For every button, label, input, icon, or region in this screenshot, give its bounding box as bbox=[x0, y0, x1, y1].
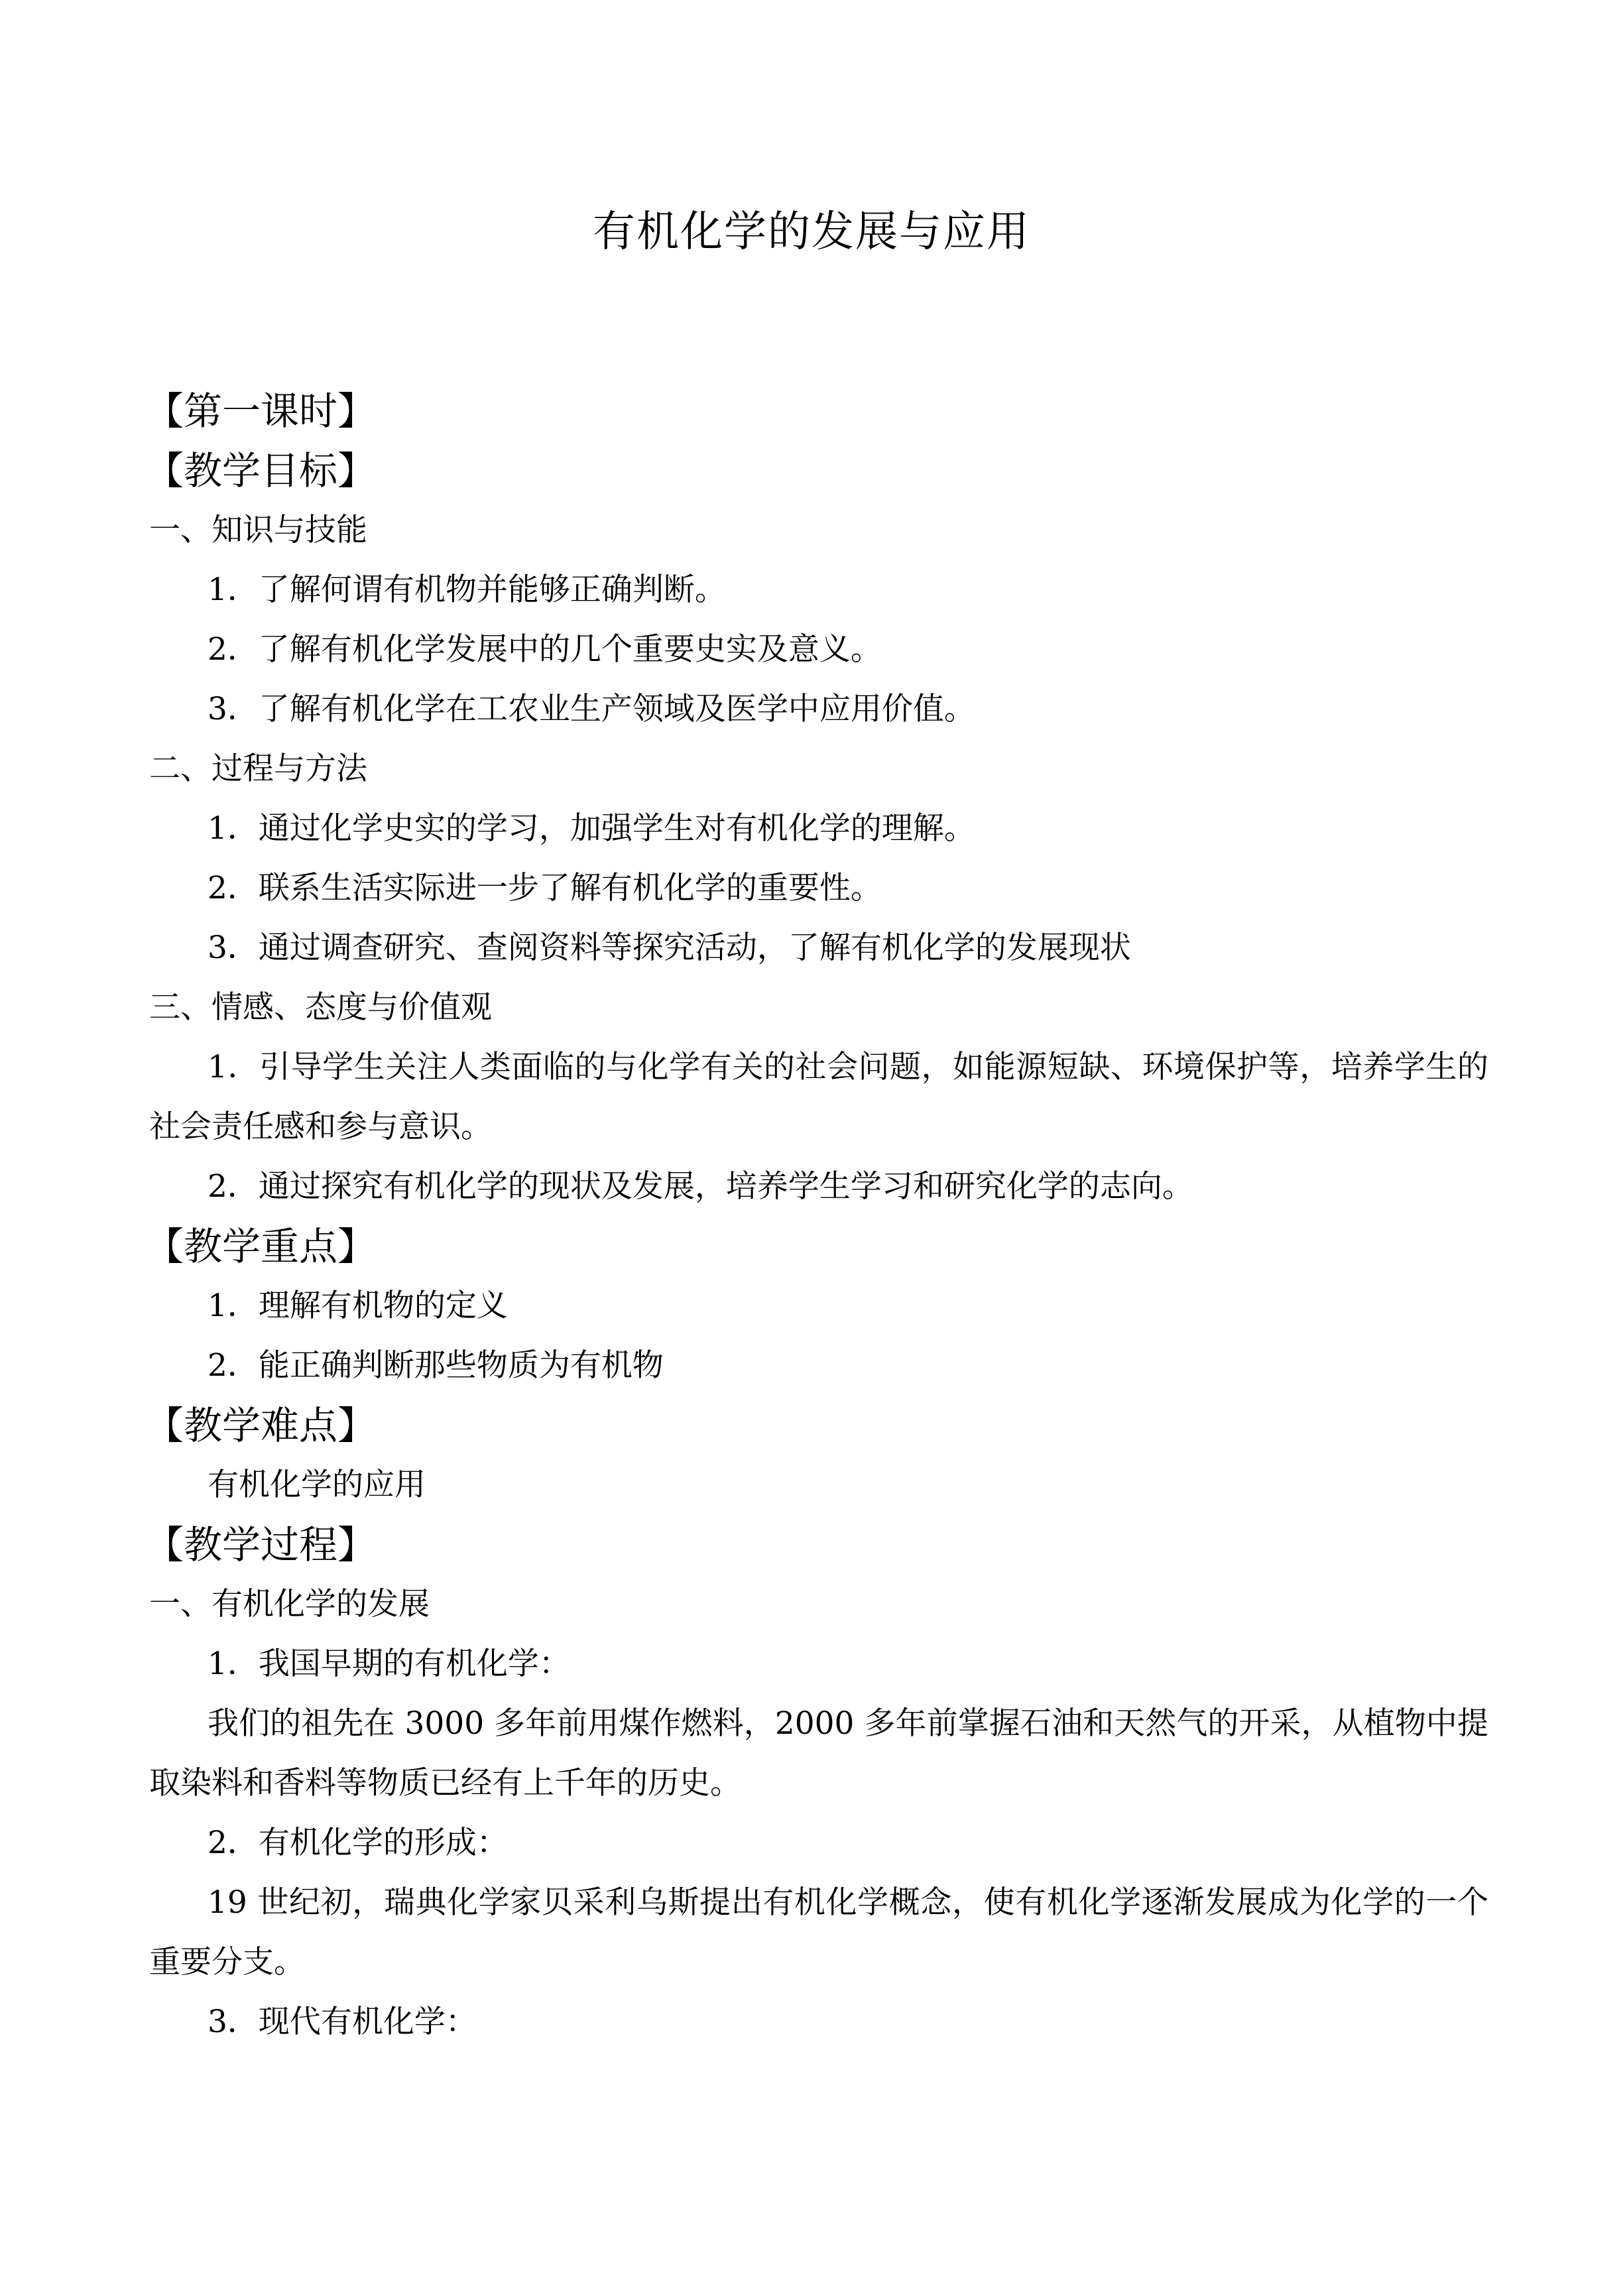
section-heading-key-points: 【教学重点】 bbox=[145, 1224, 377, 1269]
list-item: 2．联系生活实际进一步了解有机化学的重要性。 bbox=[208, 870, 882, 906]
paragraph: 19 世纪初，瑞典化学家贝采利乌斯提出有机化学概念，使有机化学逐渐发展成为化学的一个重要分支。 bbox=[149, 1884, 1488, 1980]
list-item: 3．通过调查研究、查阅资料等探究活动，了解有机化学的发展现状 bbox=[208, 930, 1131, 966]
list-item: 2．了解有机化学发展中的几个重要史实及意义。 bbox=[208, 631, 882, 668]
paragraph: 有机化学的应用 bbox=[208, 1467, 426, 1503]
document-title: 有机化学的发展与应用 bbox=[593, 208, 1030, 257]
list-item-paragraph: 1．引导学生关注人类面临的与化学有关的社会问题，如能源短缺、环境保护等，培养学生的社会责任感和参与意识。 bbox=[149, 1049, 1488, 1145]
list-item: 1．了解何谓有机物并能够正确判断。 bbox=[208, 572, 726, 608]
list-item: 3．现代有机化学： bbox=[208, 2004, 477, 2040]
list-item: 2．有机化学的形成： bbox=[208, 1825, 508, 1861]
list-item: 2．通过探究有机化学的现状及发展，培养学生学习和研究化学的志向。 bbox=[208, 1168, 1193, 1205]
list-item: 1．我国早期的有机化学： bbox=[208, 1646, 570, 1682]
section-heading-difficulties: 【教学难点】 bbox=[145, 1403, 377, 1448]
list-item: 1．通过化学史实的学习，加强学生对有机化学的理解。 bbox=[208, 810, 975, 847]
list-item: 1．理解有机物的定义 bbox=[208, 1288, 508, 1324]
paragraph: 我们的祖先在 3000 多年前用煤作燃料，2000 多年前掌握石油和天然气的开采，从植物中提取染料和香料等物质已经有上千年的历史。 bbox=[149, 1705, 1488, 1801]
section-heading-first-lesson: 【第一课时】 bbox=[145, 389, 377, 434]
list-item: 2．能正确判断那些物质为有机物 bbox=[208, 1347, 664, 1384]
subheading-organic-chemistry-development: 一、有机化学的发展 bbox=[149, 1586, 430, 1622]
subheading-attitudes-values: 三、情感、态度与价值观 bbox=[149, 989, 492, 1026]
section-heading-teaching-goals: 【教学目标】 bbox=[145, 448, 377, 493]
subheading-process-methods: 二、过程与方法 bbox=[149, 751, 367, 787]
section-heading-teaching-process: 【教学过程】 bbox=[145, 1522, 377, 1567]
subheading-knowledge-skills: 一、知识与技能 bbox=[149, 512, 367, 548]
document-body bbox=[145, 381, 1488, 2052]
list-item: 3．了解有机化学在工农业生产领域及医学中应用价值。 bbox=[208, 691, 975, 727]
